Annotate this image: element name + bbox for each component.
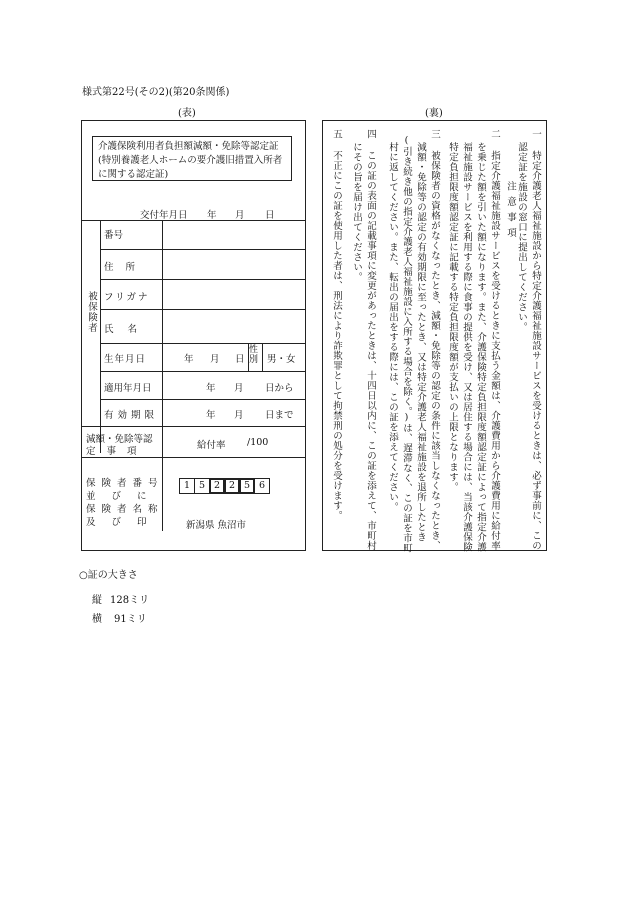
size-title: ○証の大きさ: [79, 570, 138, 581]
insurer-number: 1 5 2 2 5 6: [180, 478, 270, 494]
notice-item-5: 五 不正にこの証を使用した者は、刑法により詐欺罪として拘禁刑の処分を受けます。: [331, 129, 342, 521]
certificate-front: 介護保険利用者負担額減額・免除等認定証(特別養護老人ホームの要介護旧措置入所者に関する認定証) 交付年月日 年 月 日 被保険者 番号 住所 フリガナ 氏名 生年月日 年 月 日 性別 男・女 適用年月日 年 月 日から 有効期限 年 月 日まで 減額・免除等認 定事項 給付率 /100 保険者番号 並びに 保険者名称 及び印 1 5 2 2 5 6 新潟県 魚沼市: [81, 120, 306, 551]
insurer-name: 新潟県 魚沼市: [186, 520, 247, 531]
sex-label: 性別: [249, 345, 259, 365]
reduction-label: 減額・免除等認: [86, 434, 153, 445]
birth-label: 生年月日: [104, 354, 147, 365]
height-value: 128ミリ: [110, 595, 150, 606]
width-value: 91ミリ: [114, 614, 147, 625]
issue-date-label: 交付年月日: [140, 210, 188, 221]
number-label: 番号: [104, 230, 124, 241]
notice-item-2: 二 指定介護福祉施設サービスを受けるときに支払う金額は、介護費用から介護費用に給付率: [489, 129, 500, 551]
insured-group-label: 被保険者: [86, 291, 97, 333]
benefit-rate-value: /100: [247, 437, 269, 448]
certificate-back: 一 特定介護老人福祉施設から特定介護福祉施設サービスを受けるときは、必ず事前に、この 認定証を施設の窓口に提出してください。 注意事項 二 指定介護福祉施設サービスを受けるときに支払う金額は、介護費用から介護費用に給付率 を乗じた額を引いた額になります。また、介護保険特定負担限度額認定証によって指定介護 福祉施設サービスを利用する際に食事の提供を受け、又は居住する場合には、当該介護保険 特定負担限度額認定証に記載する特定負担限度額が支払いの上限となります。 三 被保険者の資格がなくなったとき、減額・免除等の認定の条件に該当しなくなったとき、 減額・免除等の認定の有効期限に至ったとき、又は特定介護老人福祉施設を退所したとき (引き続き他の指定介護老人福祉施設に入所する場合を除く。)は、遅滞なく、この証を市町 村に返してください。また、転出の届出をする際には、この証を添えてください。 四 この証の表面の記載事項に変更があったときは、十四日以内に、この証を添えて、市町村 にその旨を届け出てください。 五 不正にこの証を使用した者は、刑法により詐欺罪として拘禁刑の処分を受けます。: [322, 120, 547, 551]
back-label: (裏): [425, 108, 443, 119]
notice-title: 注意事項: [505, 181, 516, 243]
notice-item-1: 一 特定介護老人福祉施設から特定介護福祉施設サービスを受けるときは、必ず事前に、この: [530, 129, 541, 551]
form-title: 様式第22号(その2)(第20条関係): [82, 87, 230, 98]
notice-item-3: 三 被保険者の資格がなくなったとき、減額・免除等の認定の条件に該当しなくなったとき、: [429, 129, 440, 551]
benefit-rate-label: 給付率: [197, 440, 226, 451]
furigana-label: フリガナ: [104, 292, 150, 303]
notice-item-4: 四 この証の表面の記載事項に変更があったときは、十四日以内に、この証を添えて、市町村: [365, 129, 376, 551]
address-label: 住所: [104, 262, 148, 273]
certificate-title: 介護保険利用者負担額減額・免除等認定証(特別養護老人ホームの要介護旧措置入所者に関する認定証): [92, 136, 292, 181]
valid-until-label: 有効期限: [104, 410, 159, 421]
sex-value: 男・女: [267, 354, 296, 365]
insurer-label: 保険者番号: [86, 478, 164, 489]
apply-date-label: 適用年月日: [104, 383, 152, 394]
front-label: (表): [178, 108, 196, 119]
name-label: 氏名: [104, 324, 152, 335]
